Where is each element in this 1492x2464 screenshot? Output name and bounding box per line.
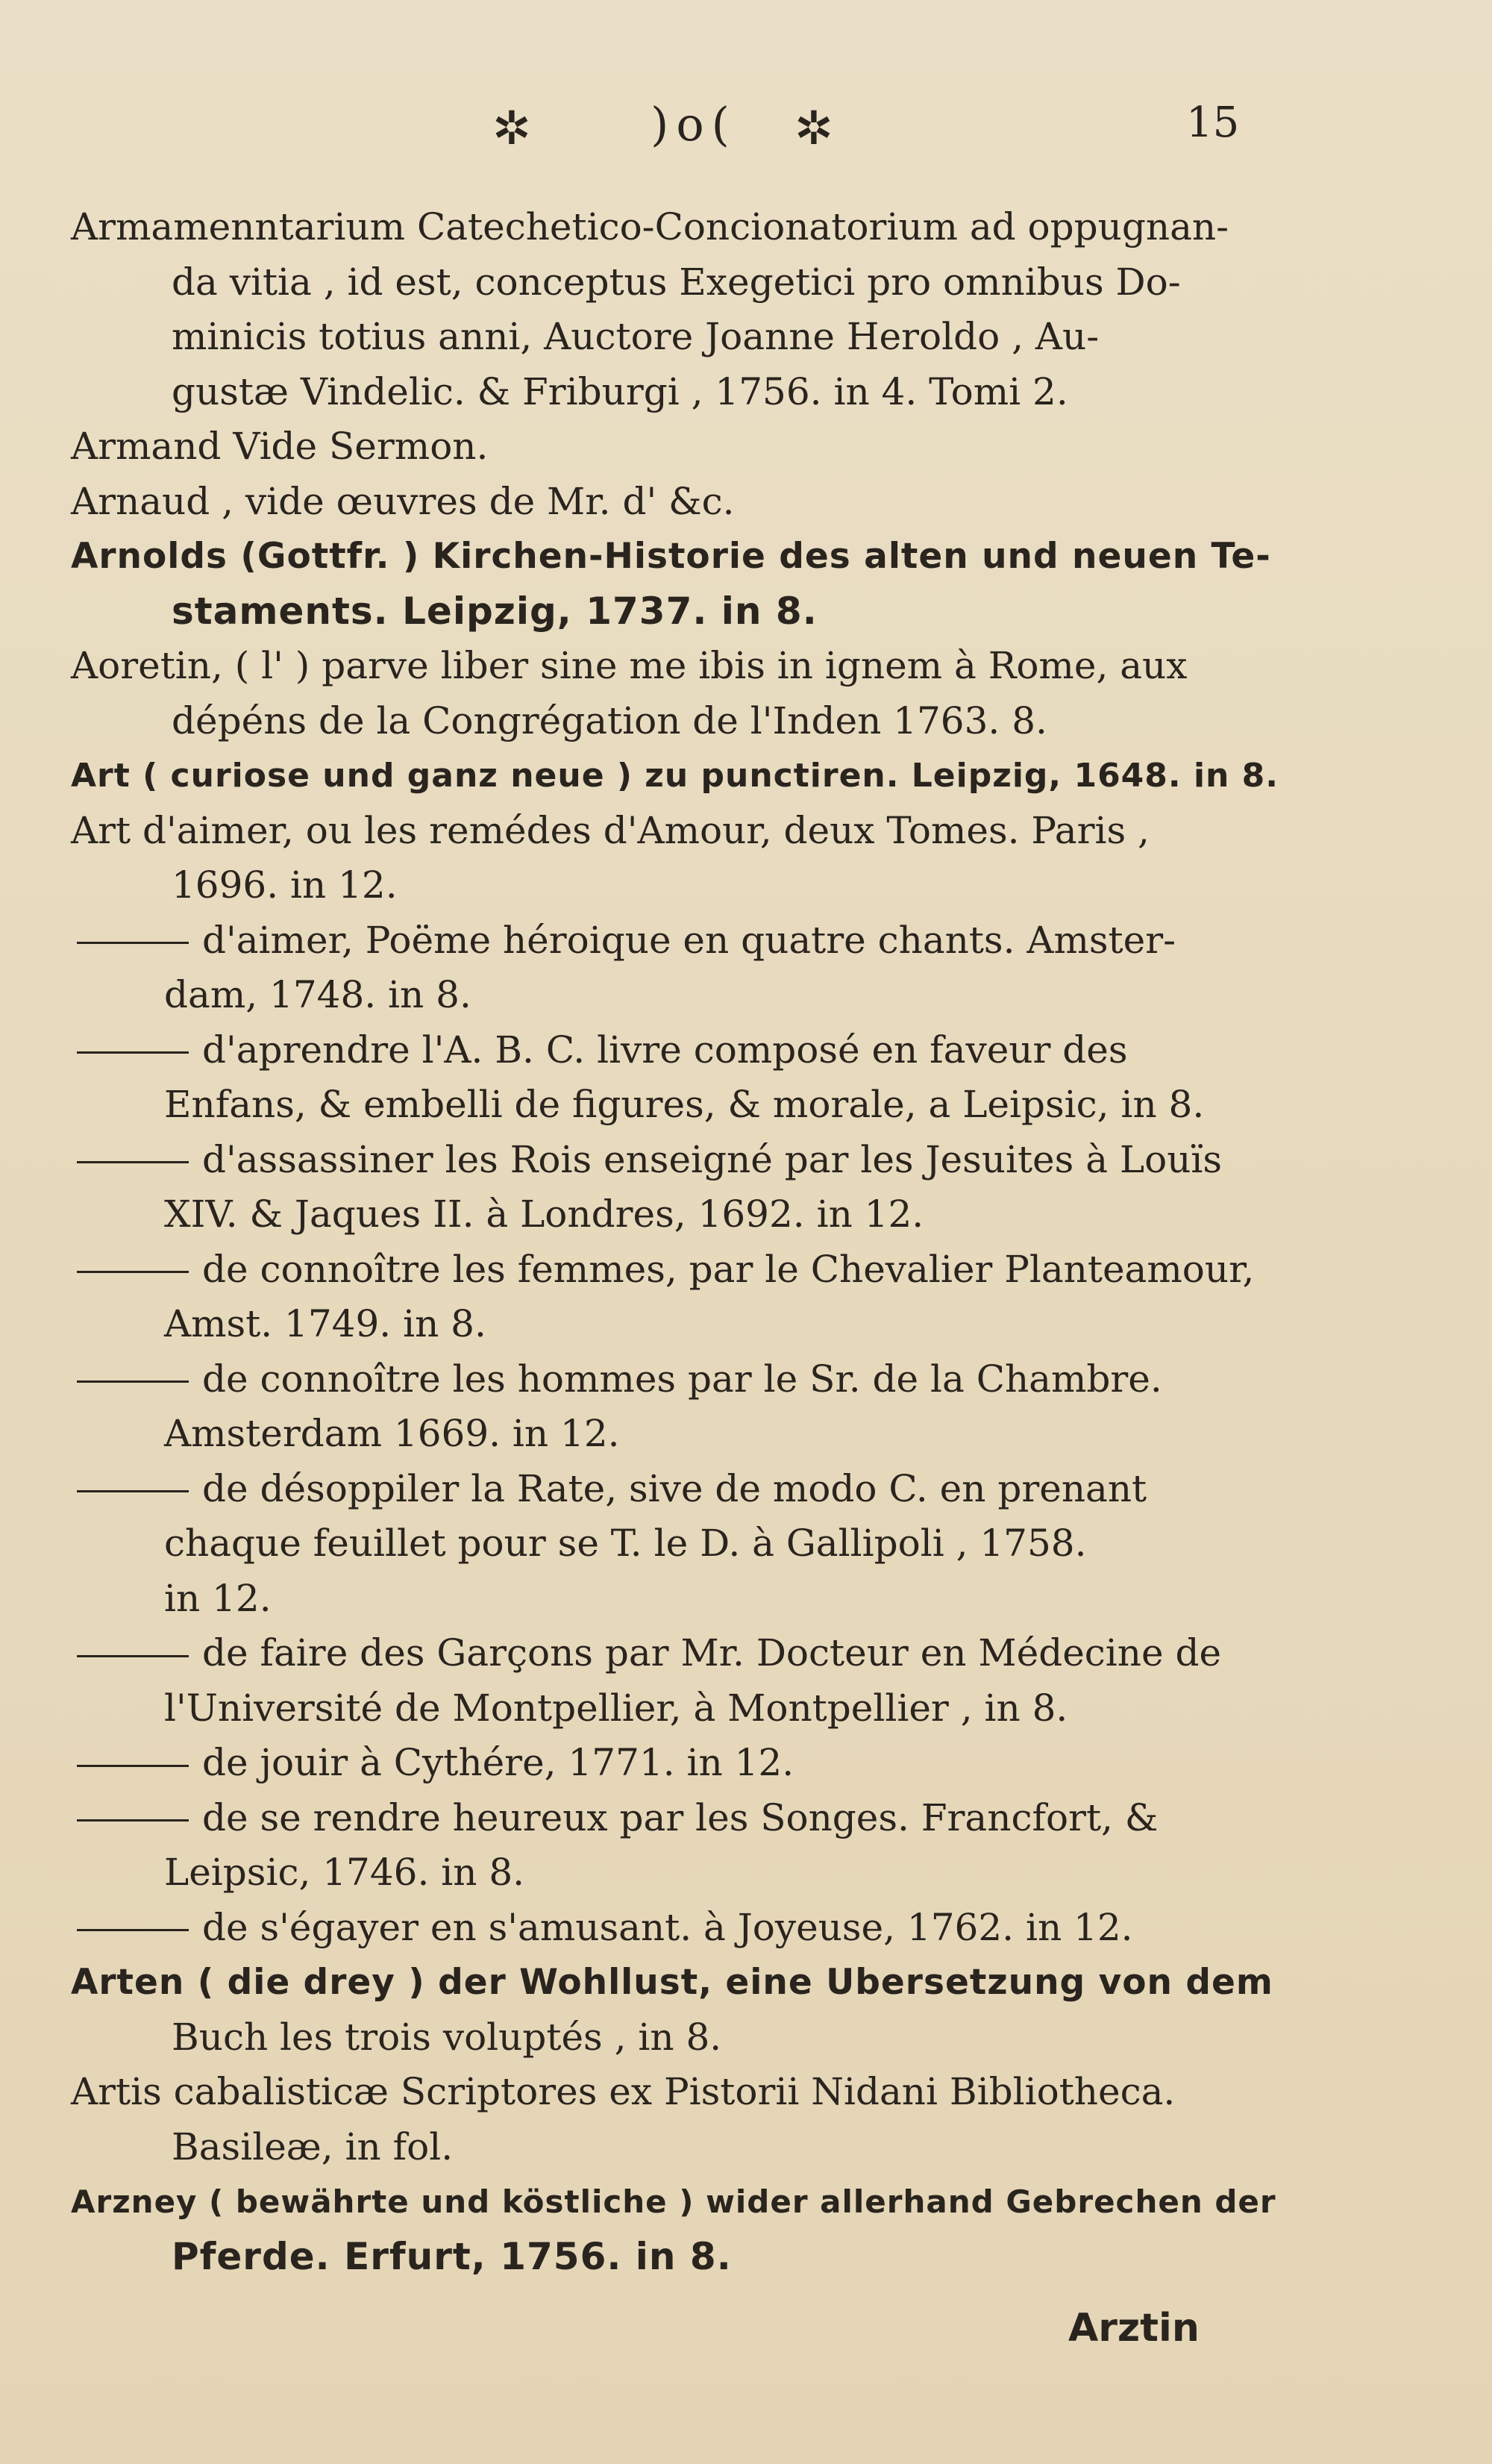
entry-text: de jouir à Cythére, 1771. in 12. [202, 1741, 794, 1784]
entry-line-blackletter: Arten ( die drey ) der Wohllust, eine Ubersetzung von dem [71, 1962, 1273, 2003]
entry-text: d'aprendre l'A. B. C. livre composé en faveur des [202, 1028, 1128, 1072]
entry-line-dashed [71, 1023, 1294, 1078]
ditto-dash [77, 1380, 189, 1383]
entry-line: XIV. & Jaques II. à Londres, 1692. in 12. [164, 1192, 924, 1236]
entry-text: de se rendre heureux par les Songes. Francfort, & [202, 1795, 1159, 1839]
entry-line-blackletter: staments. Leipzig, 1737. in 8. [172, 589, 818, 633]
entry-line-dashed [71, 1242, 1294, 1298]
ditto-dash [77, 1765, 189, 1767]
entry-line-dashed [71, 1626, 1294, 1681]
ditto-dash [77, 1655, 189, 1657]
page-number: 15 [1186, 99, 1240, 147]
entry-text: d'aimer, Poëme héroique en quatre chants. Amster- [202, 918, 1176, 962]
entry-line-blackletter: Art ( curiose und ganz neue ) zu punctiren. Leipzig, 1648. in 8. [71, 757, 1279, 795]
entry-text: de s'égayer en s'amusant. à Joyeuse, 1762. in 12. [202, 1905, 1133, 1949]
entry-line: Armamenntarium Catechetico-Concionatorium ad oppugnan- [71, 205, 1229, 248]
ditto-dash [77, 1051, 189, 1054]
fleuron-ornament-right: ✲ [794, 101, 833, 155]
entry-line: Amsterdam 1669. in 12. [164, 1412, 620, 1455]
entry-line-blackletter: Pferde. Erfurt, 1756. in 8. [172, 2234, 732, 2278]
entry-line-blackletter: Arnolds (Gottfr. ) Kirchen-Historie des alten und neuen Te- [71, 536, 1271, 577]
ditto-dash [77, 1490, 189, 1492]
ditto-dash [77, 942, 189, 944]
entry-line: Buch les trois voluptés , in 8. [172, 2015, 722, 2059]
entry-line-dashed [71, 1133, 1294, 1188]
ditto-dash [77, 1161, 189, 1163]
entry-line: Enfans, & embelli de figures, & morale, a Leipsic, in 8. [164, 1083, 1205, 1126]
entry-line: dam, 1748. in 8. [164, 973, 471, 1016]
entry-line: l'Université de Montpellier, à Montpellier , in 8. [164, 1686, 1068, 1730]
entry-line: Artis cabalisticæ Scriptores ex Pistorii Nidani Bibliotheca. [71, 2070, 1176, 2113]
entry-line: Basileæ, in fol. [172, 2124, 454, 2168]
entry-text: de désoppiler la Rate, sive de modo C. en prenant [202, 1466, 1147, 1510]
entry-line: Arnaud , vide œuvres de Mr. d' &c. [71, 479, 735, 523]
entry-line: in 12. [164, 1576, 272, 1620]
ditto-dash [77, 1271, 189, 1273]
entry-text: de connoître les femmes, par le Chevalier Planteamour, [202, 1247, 1255, 1291]
fleuron-ornament-left: ✲ [492, 101, 531, 155]
entry-line: Armand Vide Sermon. [71, 425, 489, 468]
entry-line-dashed [71, 1901, 1294, 1956]
entry-line: gustæ Vindelic. & Friburgi , 1756. in 4. Tomi 2. [172, 369, 1068, 413]
entry-line: Leipsic, 1746. in 8. [164, 1851, 525, 1894]
entry-line-dashed [71, 1352, 1294, 1407]
entry-text: d'assassiner les Rois enseigné par les Jesuites à Louïs [202, 1137, 1223, 1181]
entry-line-blackletter: Arzney ( bewährte und köstliche ) wider allerhand Gebrechen der [71, 2183, 1276, 2220]
entry-line-dashed [71, 1462, 1294, 1517]
ditto-dash [77, 1929, 189, 1931]
entry-line: dépéns de la Congrégation de l'Inden 1763. 8. [172, 698, 1047, 742]
entry-line: 1696. in 12. [172, 863, 398, 907]
entry-line-dashed [71, 1736, 1294, 1791]
entry-line: Amst. 1749. in 8. [164, 1302, 486, 1345]
catchword: Arztin [1068, 2306, 1200, 2351]
ditto-dash [77, 1819, 189, 1822]
bibliography-entries [71, 200, 1294, 2284]
entry-line-dashed [71, 1791, 1294, 1846]
entry-line: Aoretin, ( l' ) parve liber sine me ibis in ignem à Rome, aux [71, 644, 1188, 687]
running-head: )o( [651, 97, 737, 151]
entry-line: minicis totius anni, Auctore Joanne Heroldo , Au- [172, 315, 1100, 358]
entry-text: de faire des Garçons par Mr. Docteur en Médecine de [202, 1631, 1222, 1675]
entry-line: Art d'aimer, ou les remédes d'Amour, deux Tomes. Paris , [71, 808, 1150, 852]
entry-line: chaque feuillet pour se T. le D. à Gallipoli , 1758. [164, 1522, 1087, 1565]
entry-line-dashed [71, 913, 1294, 969]
entry-text: de connoître les hommes par le Sr. de la Chambre. [202, 1357, 1162, 1401]
entry-line: da vitia , id est, conceptus Exegetici pro omnibus Do- [172, 260, 1181, 304]
